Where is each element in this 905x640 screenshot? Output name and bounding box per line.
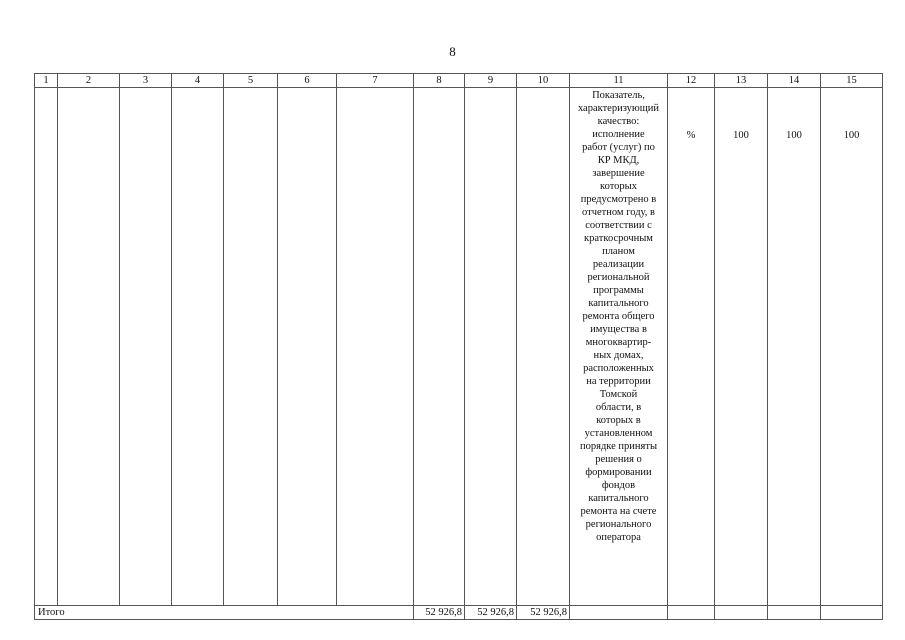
table-cell <box>570 606 668 620</box>
header-cell: 15 <box>821 74 883 88</box>
indicator-line: качество: <box>597 116 640 127</box>
indicator-line: капитального <box>588 493 649 504</box>
total-cell-9: 52 926,8 <box>465 606 517 620</box>
header-cell: 5 <box>224 74 278 88</box>
table-cell <box>337 88 414 606</box>
header-cell: 10 <box>517 74 570 88</box>
header-cell: 12 <box>668 74 715 88</box>
indicator-line: Показатель, <box>592 90 645 101</box>
table-cell <box>58 88 120 606</box>
indicator-line: на территории <box>586 376 651 387</box>
unit-cell: % <box>668 88 715 606</box>
indicator-line: решения о <box>595 454 642 465</box>
indicator-line: реализации <box>592 259 645 270</box>
header-cell: 3 <box>120 74 172 88</box>
header-cell: 6 <box>278 74 337 88</box>
indicator-description <box>570 88 668 606</box>
value-cell-15: 100 <box>821 88 883 606</box>
indicator-line: формировании <box>585 467 652 478</box>
indicator-line: краткосрочным <box>584 233 653 244</box>
header-cell: 9 <box>465 74 517 88</box>
header-cell: 13 <box>715 74 768 88</box>
header-cell: 4 <box>172 74 224 88</box>
table-cell <box>517 88 570 606</box>
table-cell <box>35 88 58 606</box>
indicator-line: оператора <box>596 532 641 543</box>
indicator-line: которых <box>600 181 637 192</box>
indicator-line: КР МКД, <box>597 155 640 166</box>
total-cell-10: 52 926,8 <box>517 606 570 620</box>
indicator-line: расположенных <box>583 363 654 374</box>
indicator-line: работ (услуг) по <box>582 142 655 153</box>
header-cell: 11 <box>570 74 668 88</box>
table-cell <box>172 88 224 606</box>
indicator-line: программы <box>593 285 644 296</box>
indicator-line: отчетном году, в <box>582 207 655 218</box>
report-table <box>34 73 883 620</box>
table-row <box>35 88 883 606</box>
table-cell <box>768 606 821 620</box>
indicator-line: имущества в <box>590 324 647 335</box>
header-cell: 8 <box>414 74 465 88</box>
indicator-line: исполнение <box>592 129 645 140</box>
table-cell <box>465 88 517 606</box>
header-cell: 1 <box>35 74 58 88</box>
indicator-line: ремонта общего <box>582 311 655 322</box>
table-cell <box>821 606 883 620</box>
indicator-line: регионального <box>585 519 652 530</box>
indicator-line: которых в <box>596 415 641 426</box>
indicator-line: соответствии с <box>585 220 652 231</box>
header-row <box>35 74 883 88</box>
total-cell-8: 52 926,8 <box>414 606 465 620</box>
table-cell <box>668 606 715 620</box>
total-label: Итого <box>35 606 414 620</box>
table-cell <box>224 88 278 606</box>
indicator-line: многоквартир- <box>585 337 652 348</box>
indicator-line: предусмотрено в <box>580 194 657 205</box>
page-number: 8 <box>449 44 456 59</box>
indicator-line: Томской <box>599 389 638 400</box>
indicator-line: фондов <box>601 480 636 491</box>
header-cell: 2 <box>58 74 120 88</box>
indicator-line: ремонта на счете <box>580 506 657 517</box>
table-cell <box>414 88 465 606</box>
value-cell-13: 100 <box>715 88 768 606</box>
table-cell <box>120 88 172 606</box>
indicator-line: региональной <box>587 272 650 283</box>
indicator-line: характеризующий <box>577 103 660 114</box>
indicator-line: ных домах, <box>593 350 644 361</box>
table-cell <box>715 606 768 620</box>
indicator-line: порядке приняты <box>580 441 657 452</box>
header-cell: 7 <box>337 74 414 88</box>
total-row <box>35 606 883 620</box>
indicator-line: завершение <box>592 168 645 179</box>
indicator-line: планом <box>602 246 635 257</box>
indicator-line: установленном <box>584 428 653 439</box>
indicator-line: области, в <box>595 402 642 413</box>
header-cell: 14 <box>768 74 821 88</box>
value-cell-14: 100 <box>768 88 821 606</box>
table-cell <box>278 88 337 606</box>
indicator-line: капитального <box>588 298 649 309</box>
